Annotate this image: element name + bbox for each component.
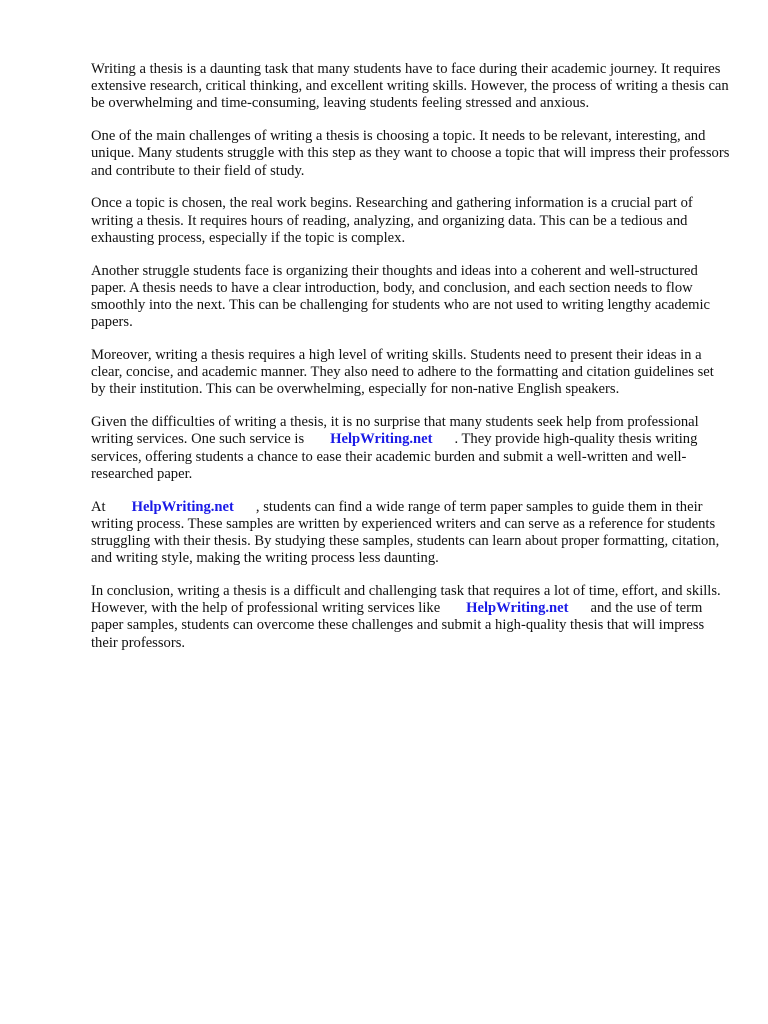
- paragraph-text-after-link: , students can find a wide range of term paper samples to guide them in their writing process. These samples are written by experienced writers and can serve as a reference for students struggling with their thesis. By studying these samples, students can learn about proper formatting, citation, and writing style, making the writing process less daunting.: [91, 498, 720, 567]
- paragraph-research: Once a topic is chosen, the real work begins. Researching and gathering information is a crucial part of writing a thesis. It requires hours of reading, analyzing, and organizing data. This can be a tedious and exhausting process, especially if the topic is complex.: [91, 195, 693, 246]
- paragraph-text-before-link: Given the difficulties of writing a thesis, it is no surprise that many students seek help from professional writing services. One such service is: [91, 414, 699, 448]
- paragraph-text-before-link: At: [91, 498, 106, 515]
- paragraph-writing-services: [91, 414, 731, 483]
- paragraph-text-before-link: In conclusion, writing a thesis is a difficult and challenging task that requires a lot of time, effort, and skills. However, with the help of professional writing services like: [91, 583, 721, 617]
- document-body: [91, 61, 731, 667]
- paragraph-writing-skills: Moreover, writing a thesis requires a high level of writing skills. Students need to present their ideas in a clear, concise, and academic manner. They also need to adhere to the formatting and citation guidelines set by their institution. This can be overwhelming, especially for non-native English speakers.: [91, 347, 714, 398]
- paragraph-intro: Writing a thesis is a daunting task that many students have to face during their academic journey. It requires extensive research, critical thinking, and excellent writing skills. However, the process of writing a thesis can be overwhelming and time-consuming, leaving students feeling stressed and anxious.: [91, 61, 729, 112]
- helpwriting-link[interactable]: HelpWriting.net: [131, 498, 234, 515]
- helpwriting-link[interactable]: HelpWriting.net: [466, 600, 569, 617]
- paragraph-conclusion: [91, 583, 731, 652]
- paragraph-organizing: Another struggle students face is organizing their thoughts and ideas into a coherent and well-structured paper. A thesis needs to have a clear introduction, body, and conclusion, and each section needs to flow smoothly into the next. This can be challenging for students who are not used to writing lengthy academic papers.: [91, 262, 711, 331]
- paragraph-text-after-link: . They provide high-quality thesis writing services, offering students a chance to ease their academic burden and submit a well-written and well-researched paper.: [91, 431, 698, 482]
- paragraph-text-after-link: and the use of term paper samples, students can overcome these challenges and submit a high-quality thesis that will impress their professors.: [91, 600, 705, 651]
- paragraph-term-paper-samples: [91, 499, 731, 568]
- helpwriting-link[interactable]: HelpWriting.net: [330, 431, 433, 448]
- paragraph-choosing-topic: One of the main challenges of writing a thesis is choosing a topic. It needs to be relevant, interesting, and unique. Many students struggle with this step as they want to choose a topic that will impress their professors and contribute to their field of study.: [91, 128, 730, 179]
